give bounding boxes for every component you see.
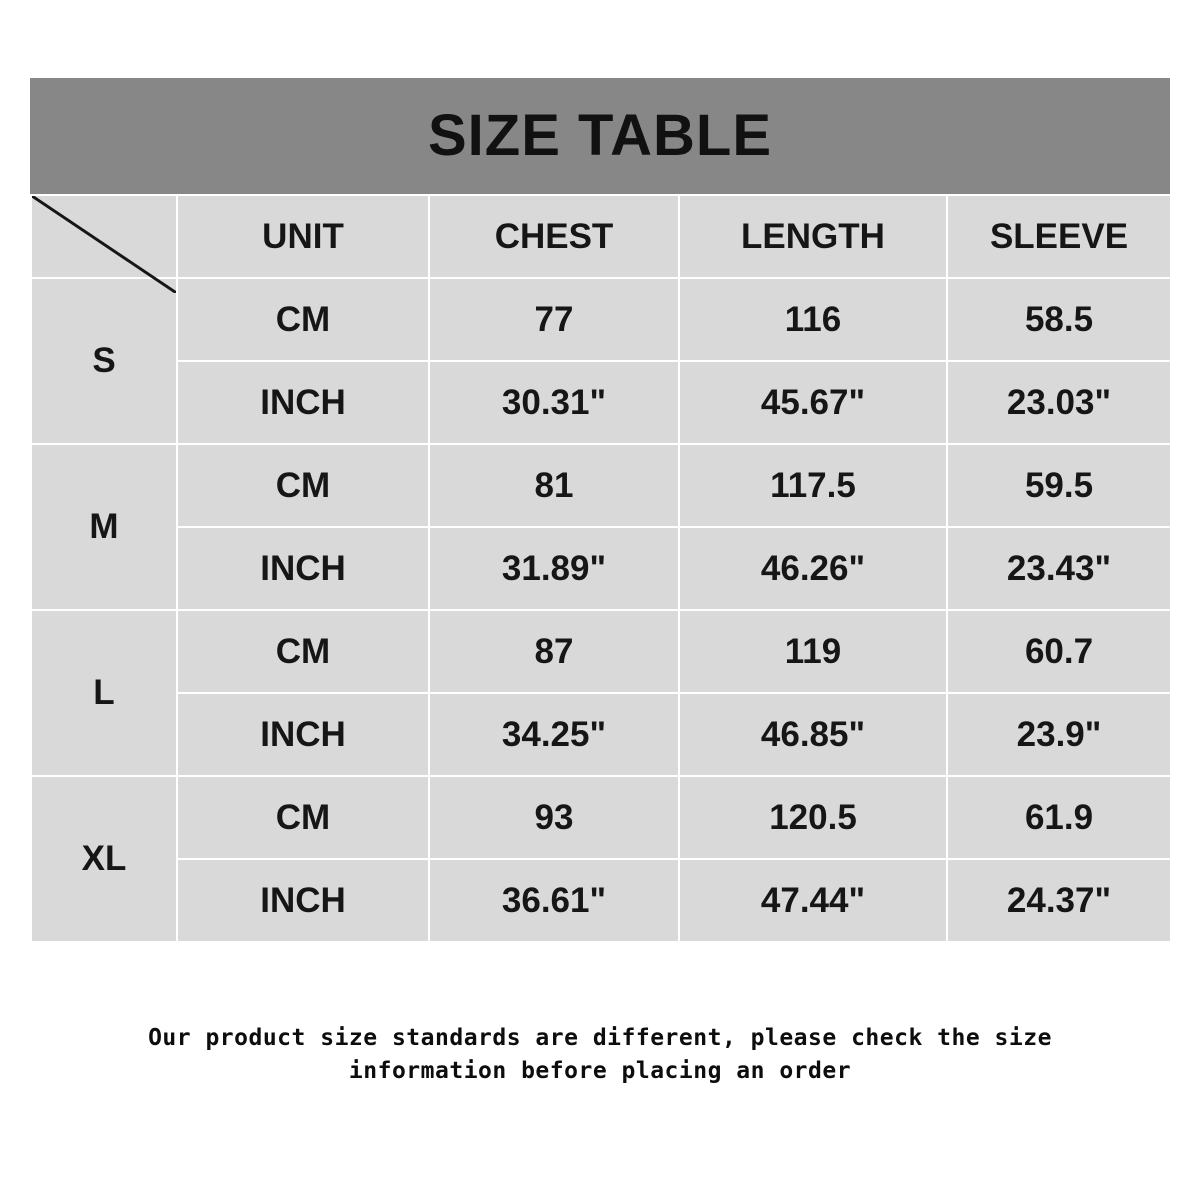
unit-label-inch: INCH	[177, 859, 429, 942]
table-row	[31, 527, 1171, 610]
size-table	[30, 194, 1172, 943]
unit-label-inch: INCH	[177, 527, 429, 610]
size-label-s: S	[31, 278, 177, 444]
cell-l-inch-sleeve: 23.9"	[947, 693, 1171, 776]
table-row	[31, 859, 1171, 942]
size-label-m: M	[31, 444, 177, 610]
cell-s-cm-length: 116	[679, 278, 947, 361]
table-row	[31, 361, 1171, 444]
footer-note-line-1: Our product size standards are different, please check the size	[148, 1025, 1052, 1051]
unit-label-inch: INCH	[177, 361, 429, 444]
unit-label-inch: INCH	[177, 693, 429, 776]
cell-s-cm-chest: 77	[429, 278, 679, 361]
cell-m-cm-chest: 81	[429, 444, 679, 527]
column-header-sleeve: SLEEVE	[947, 195, 1171, 278]
footer-note-line-2: information before placing an order	[348, 1058, 852, 1085]
cell-m-inch-chest: 31.89"	[429, 527, 679, 610]
size-table-container	[30, 78, 1170, 943]
cell-s-inch-chest: 30.31"	[429, 361, 679, 444]
cell-xl-cm-chest: 93	[429, 776, 679, 859]
table-row	[31, 444, 1171, 527]
cell-l-cm-chest: 87	[429, 610, 679, 693]
cell-xl-inch-length: 47.44"	[679, 859, 947, 942]
cell-xl-inch-sleeve: 24.37"	[947, 859, 1171, 942]
cell-l-inch-chest: 34.25"	[429, 693, 679, 776]
unit-label-cm: CM	[177, 278, 429, 361]
cell-m-inch-sleeve: 23.43"	[947, 527, 1171, 610]
cell-l-inch-length: 46.85"	[679, 693, 947, 776]
table-row	[31, 610, 1171, 693]
cell-xl-cm-length: 120.5	[679, 776, 947, 859]
cell-l-cm-sleeve: 60.7	[947, 610, 1171, 693]
page-title: SIZE TABLE	[427, 103, 773, 168]
unit-label-cm: CM	[177, 776, 429, 859]
cell-l-cm-length: 119	[679, 610, 947, 693]
column-header-length: LENGTH	[679, 195, 947, 278]
table-header-row	[31, 195, 1171, 278]
cell-xl-cm-sleeve: 61.9	[947, 776, 1171, 859]
cell-m-cm-sleeve: 59.5	[947, 444, 1171, 527]
cell-s-cm-sleeve: 58.5	[947, 278, 1171, 361]
cell-s-inch-sleeve: 23.03"	[947, 361, 1171, 444]
cell-xl-inch-chest: 36.61"	[429, 859, 679, 942]
table-row	[31, 693, 1171, 776]
corner-diagonal-cell	[31, 195, 177, 278]
cell-m-cm-length: 117.5	[679, 444, 947, 527]
table-row	[31, 776, 1171, 859]
diagonal-line-icon	[32, 196, 176, 293]
column-header-chest: CHEST	[429, 195, 679, 278]
size-label-l: L	[31, 610, 177, 776]
size-label-xl: XL	[31, 776, 177, 942]
unit-label-cm: CM	[177, 610, 429, 693]
unit-label-cm: CM	[177, 444, 429, 527]
title-bar	[30, 78, 1170, 194]
footer-note	[0, 1022, 1200, 1089]
column-header-unit: UNIT	[177, 195, 429, 278]
cell-s-inch-length: 45.67"	[679, 361, 947, 444]
cell-m-inch-length: 46.26"	[679, 527, 947, 610]
table-row	[31, 278, 1171, 361]
